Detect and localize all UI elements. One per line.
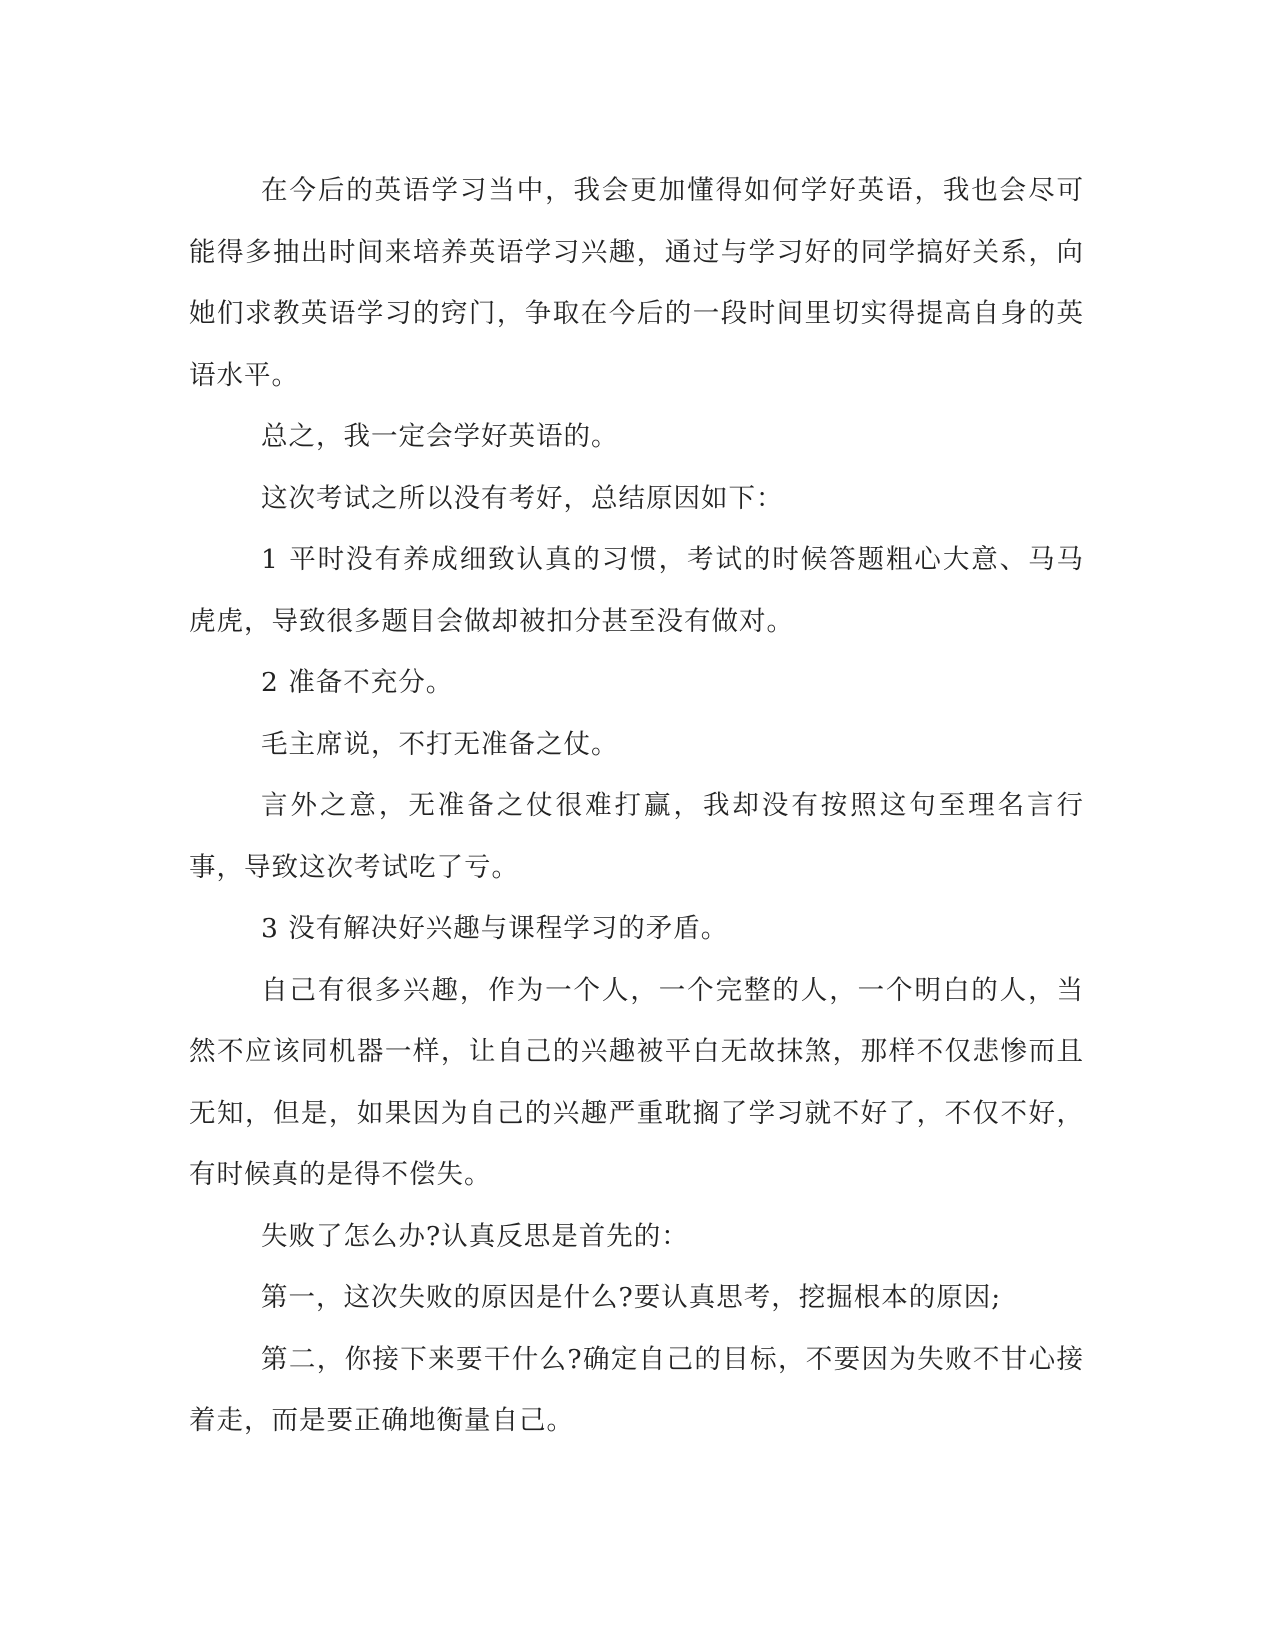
paragraph-reason-1: 1 平时没有养成细致认真的习惯，考试的时候答题粗心大意、马马虎虎，导致很多题目会做却被扣分甚至没有做对。 bbox=[189, 544, 1084, 637]
paragraph-exam-reasons-intro: 这次考试之所以没有考好，总结原因如下： bbox=[261, 482, 784, 514]
paragraph-conclusion: 总之，我一定会学好英语的。 bbox=[261, 421, 619, 452]
paragraph-quote-explanation: 言外之意，无准备之仗很难打赢，我却没有按照这句至理名言行事，导致这次考试吃了亏。 bbox=[189, 790, 1084, 883]
paragraph-reflection-second: 第二，你接下来要干什么?确定自己的目标，不要因为失败不甘心接着走，而是要正确地衡量自己。 bbox=[189, 1343, 1084, 1436]
paragraph-reason-3: 3 没有解决好兴趣与课程学习的矛盾。 bbox=[261, 913, 729, 944]
document-body bbox=[189, 160, 1084, 1452]
paragraph-reason-2: 2 准备不充分。 bbox=[261, 667, 454, 698]
paragraph-quote: 毛主席说，不打无准备之仗。 bbox=[261, 728, 619, 760]
paragraph-reflection-intro: 失败了怎么办?认真反思是首先的： bbox=[261, 1220, 689, 1252]
paragraph-english-study-plan: 在今后的英语学习当中，我会更加懂得如何学好英语，我也会尽可能得多抽出时间来培养英语学习兴趣，通过与学习好的同学搞好关系，向她们求教英语学习的窍门，争取在今后的一段时间里切实得提高自身的英语水平。 bbox=[189, 175, 1084, 391]
paragraph-reflection-first: 第一，这次失败的原因是什么?要认真思考，挖掘根本的原因; bbox=[261, 1282, 1002, 1313]
paragraph-interests: 自己有很多兴趣，作为一个人，一个完整的人，一个明白的人，当然不应该同机器一样，让自己的兴趣被平白无故抹煞，那样不仅悲惨而且无知，但是，如果因为自己的兴趣严重耽搁了学习就不好了，不仅不好，有时候真的是得不偿失。 bbox=[189, 974, 1084, 1190]
